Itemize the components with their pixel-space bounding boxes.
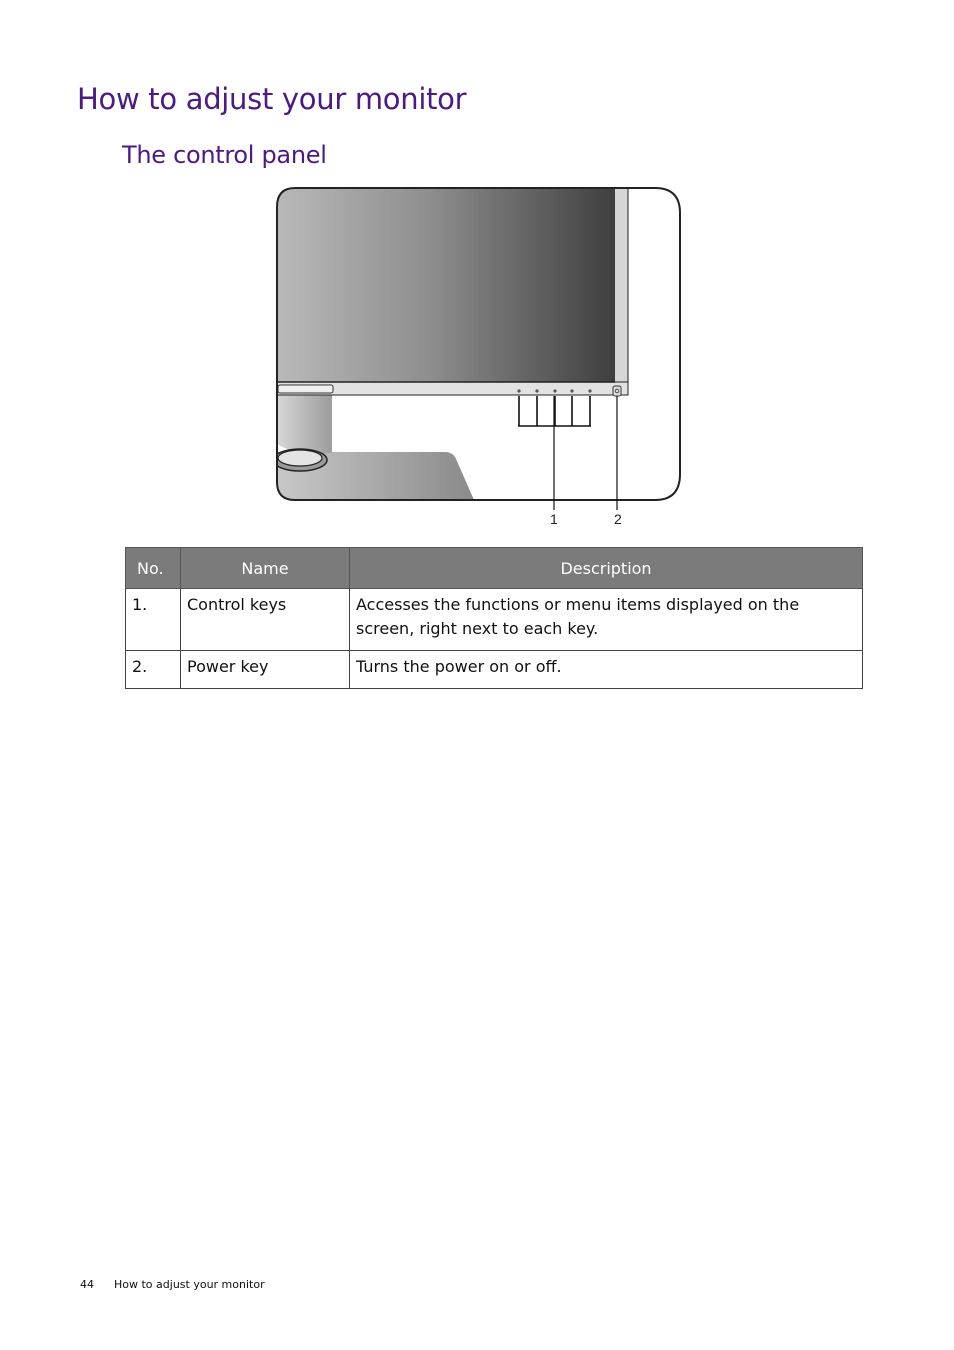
section-title: The control panel bbox=[122, 141, 327, 169]
monitor-illustration bbox=[270, 182, 690, 534]
callout-label-1: 1 bbox=[550, 511, 558, 527]
monitor-control-panel-illustration bbox=[270, 182, 690, 534]
footer-section-title: How to adjust your monitor bbox=[114, 1278, 265, 1291]
monitor-screen bbox=[277, 187, 615, 382]
control-panel-table bbox=[125, 547, 863, 689]
row-description: Accesses the functions or menu items displayed on the screen, right next to each key. bbox=[350, 589, 863, 651]
page-number: 44 bbox=[80, 1278, 94, 1291]
row-no: 1. bbox=[126, 589, 181, 651]
table-row bbox=[126, 589, 863, 651]
callout-label-2: 2 bbox=[614, 511, 622, 527]
header-no: No. bbox=[126, 548, 181, 589]
page-title: How to adjust your monitor bbox=[77, 82, 467, 116]
table-header-row bbox=[126, 548, 863, 589]
power-key bbox=[613, 386, 621, 396]
header-description: Description bbox=[350, 548, 863, 589]
row-no: 2. bbox=[126, 651, 181, 689]
row-name: Power key bbox=[181, 651, 350, 689]
table-row bbox=[126, 651, 863, 689]
row-name: Control keys bbox=[181, 589, 350, 651]
header-name: Name bbox=[181, 548, 350, 589]
row-description: Turns the power on or off. bbox=[350, 651, 863, 689]
